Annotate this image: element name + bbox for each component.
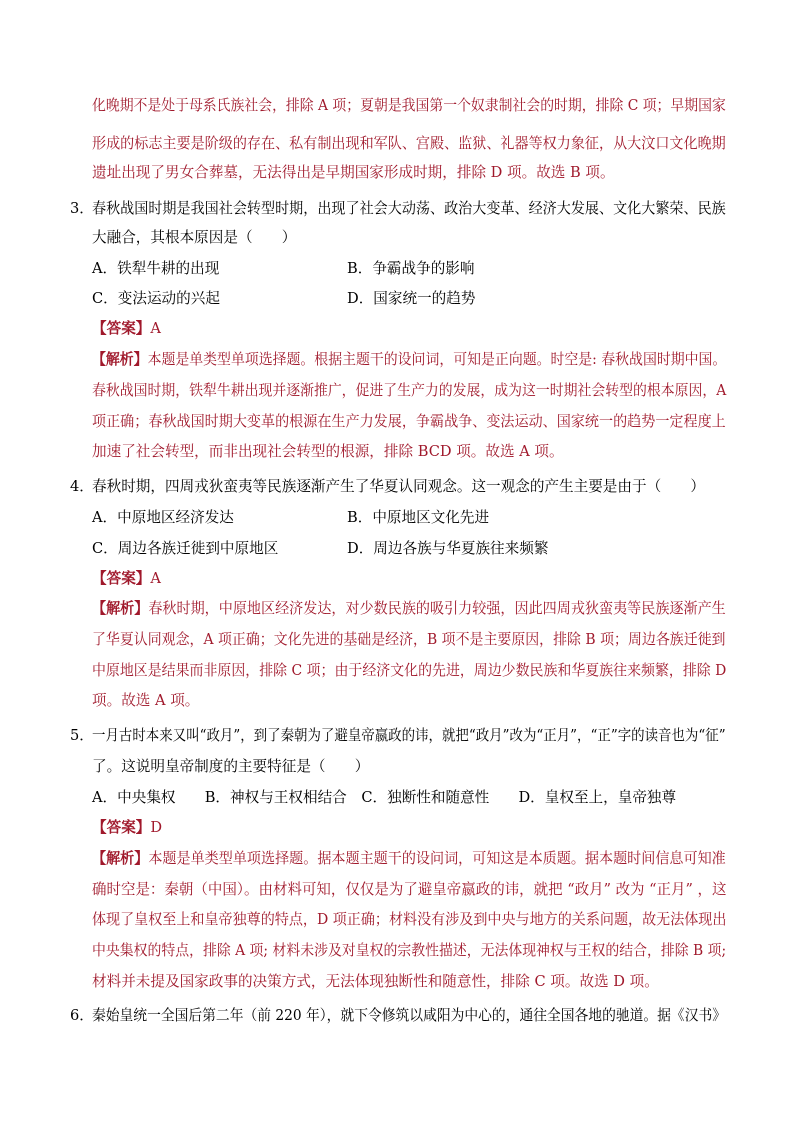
option-a: A．中原地区经济发达 <box>92 509 234 526</box>
answer-label: 【答案】 <box>92 320 151 337</box>
question-number: 4． <box>70 478 94 495</box>
analysis-line <box>92 350 726 370</box>
analysis-line: 中原地区是结果而非原因，排除 C 项；由于经济文化的先进，周边少数民族和华夏族往来频繁，排除 D <box>92 662 727 679</box>
analysis-label: 【解析】 <box>92 600 149 617</box>
analysis-line: 中央集权的特点，排除 A 项; 材料未涉及对皇权的宗教性描述，无法体现神权与王权的结合，排除 B 项; <box>92 942 727 959</box>
answer-row <box>92 319 161 339</box>
question-number: 3． <box>70 200 94 217</box>
analysis-line: 加速了社会转型，而非出现社会转型的根源，排除 BCD 项。故选 A 项。 <box>92 443 564 460</box>
analysis-line: 春秋战国时期，铁犁牛耕出现并逐渐推广，促进了生产力的发展，成为这一时期社会转型的根本原因，A <box>92 382 727 399</box>
analysis-line: 项。故选 A 项。 <box>92 692 200 709</box>
options-inline: A．中央集权 B．神权与王权相结合 C．独断性和随意性 D．皇权至上，皇帝独尊 <box>92 789 677 806</box>
option-b: B．争霸战争的影响 <box>347 260 475 277</box>
question-stem-line: 春秋时期，四周戎狄蛮夷等民族逐渐产生了华夏认同观念。这一观念的产生主要是由于（ ） <box>92 478 705 495</box>
prev-explanation-line: 形成的标志主要是阶级的存在、私有制出现和军队、宫殿、监狱、礼器等权力象征，从大汶口文化晚期 <box>92 135 726 152</box>
analysis-line: 材料并未提及国家政事的决策方式，无法体现独断性和随意性，排除 C 项。故选 D 项。 <box>92 973 659 990</box>
answer-value: D <box>150 819 163 836</box>
analysis-line: 项正确；春秋战国时期大变革的根源在生产力发展，争霸战争、变法运动、国家统一的趋势一定程度上 <box>92 413 726 430</box>
option-c: C．变法运动的兴起 <box>92 290 220 307</box>
option-b: B．中原地区文化先进 <box>347 509 490 526</box>
analysis-line: 了华夏认同观念，A 项正确；文化先进的基础是经济，B 项不是主要原因，排除 B 项；周边各族迁徙到 <box>92 631 726 648</box>
question-number: 5． <box>70 727 94 744</box>
analysis-line: 体现了皇权至上和皇帝独尊的特点，D 项正确；材料没有涉及到中央与地方的关系问题，故无法体现出 <box>92 911 727 928</box>
answer-row <box>92 818 162 838</box>
analysis-line <box>92 849 726 869</box>
analysis-label: 【解析】 <box>92 850 149 867</box>
answer-label: 【答案】 <box>92 819 151 836</box>
analysis-text: 春秋时期，中原地区经济发达，对少数民族的吸引力较强，因此四周戎狄蛮夷等民族逐渐产生 <box>148 600 726 617</box>
option-c: C．周边各族迁徙到中原地区 <box>92 540 279 557</box>
option-d: D．国家统一的趋势 <box>347 290 476 307</box>
question-number: 6． <box>70 1007 94 1024</box>
question-stem-line: 秦始皇统一全国后第二年（前 220 年），就下令修筑以咸阳为中心的，通往全国各地的驰道。据《汉书》 <box>92 1007 727 1024</box>
analysis-text: 本题是单类型单项选择题。根据主题干的设问词，可知是正向题。时空是: 春秋战国时期中国。 <box>147 351 727 368</box>
prev-explanation-line: 遗址出现了男女合葬墓，无法得出是早期国家形成时期，排除 D 项。故选 B 项。 <box>92 164 615 181</box>
question-stem-line: 大融合，其根本原因是（ ） <box>92 229 297 246</box>
question-stem-line: 了。这说明皇帝制度的主要特征是（ ） <box>92 758 370 775</box>
prev-explanation-line: 化晚期不是处于母系氏族社会，排除 A 项；夏朝是我国第一个奴隶制社会的时期，排除 C 项；早期国家 <box>92 97 726 114</box>
answer-value: A <box>150 570 161 587</box>
answer-value: A <box>150 320 161 337</box>
answer-row <box>92 569 161 589</box>
analysis-label: 【解析】 <box>92 351 148 368</box>
question-stem-line: 春秋战国时期是我国社会转型时期，出现了社会大动荡、政治大变革、经济大发展、文化大繁荣、民族 <box>92 200 726 217</box>
answer-label: 【答案】 <box>92 570 151 587</box>
option-d: D．周边各族与华夏族往来频繁 <box>347 540 549 557</box>
analysis-text: 本题是单类型单项选择题。据本题主题干的设问词，可知这是本质题。据本题时间信息可知准 <box>148 850 726 867</box>
analysis-line: 确时空是：秦朝（中国）。由材料可知，仅仅是为了避皇帝嬴政的讳，就把 “政月” 改为 “正月” ，这 <box>92 881 727 898</box>
analysis-line <box>92 599 726 619</box>
question-stem-line: 一月古时本来又叫“政月”，到了秦朝为了避皇帝嬴政的讳，就把“政月”改为“正月”，“正”字的读音也为“征” <box>92 727 726 744</box>
option-a: A．铁犁牛耕的出现 <box>92 260 220 277</box>
